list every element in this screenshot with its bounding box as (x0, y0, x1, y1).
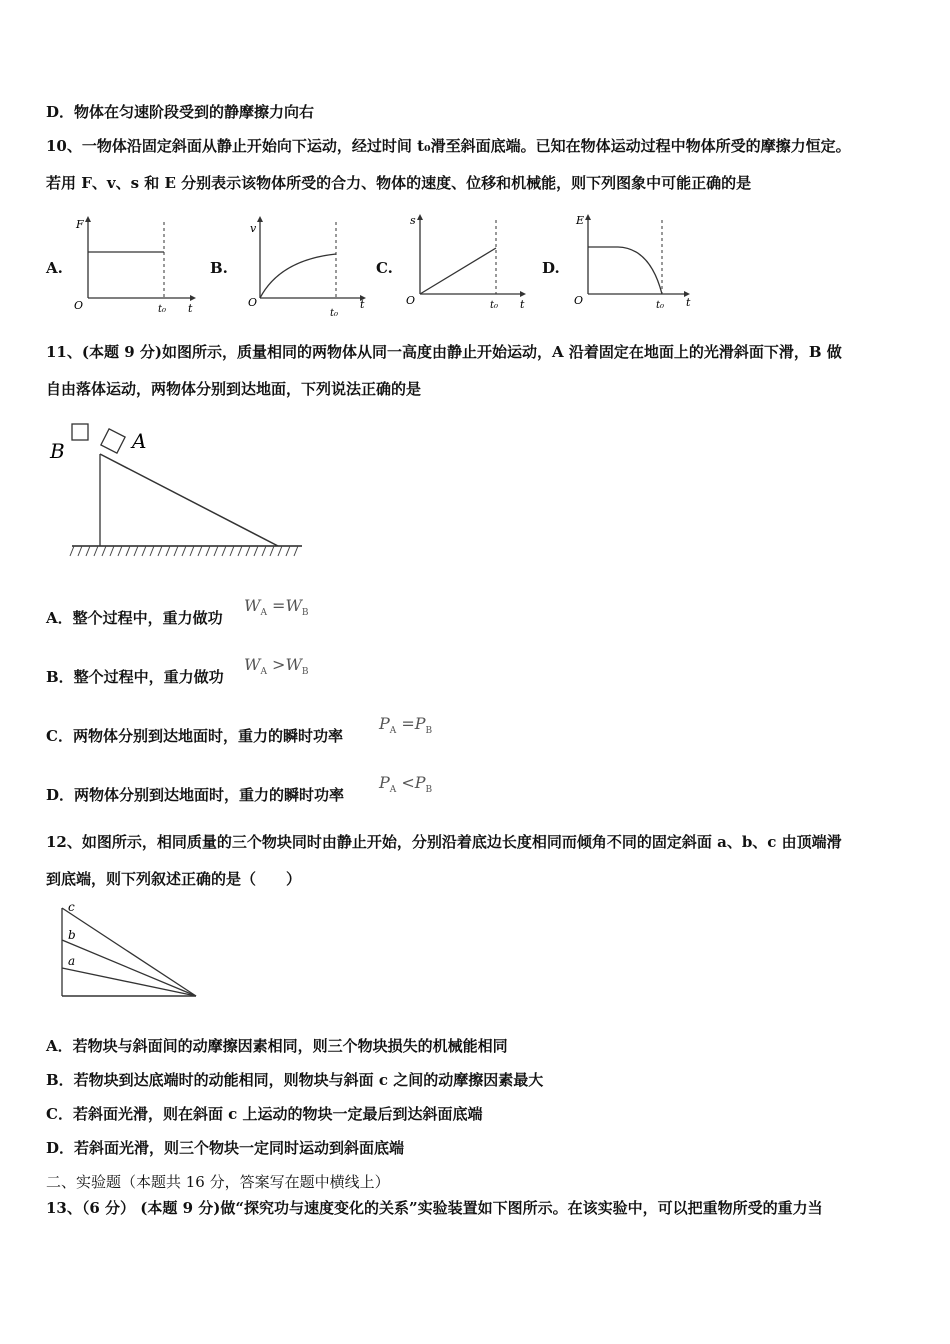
q11-option-a: A．整个过程中，重力做功 (46, 609, 223, 627)
q11-option-a-math: $W_A =W_B$ (244, 596, 309, 619)
q11-option-b: B．整个过程中，重力做功 (46, 668, 224, 686)
q10-graph-d-label: D. (542, 259, 560, 277)
q12-option-c: C．若斜面光滑，则在斜面 c 上运动的物块一定最后到达斜面底端 (46, 1105, 483, 1123)
q10-text-line2: 若用 F、v、s 和 E 分别表示该物体所受的合力、物体的速度、位移和机械能，则下列图象中可能正确的是 (46, 174, 752, 192)
q11-option-c: C．两物体分别到达地面时，重力的瞬时功率 (46, 727, 343, 745)
q12-text-line1: 12、如图所示，相同质量的三个物块同时由静止开始，分别沿着底边长度相同而倾角不同的固定斜面 a、b、c 由顶端滑 (46, 833, 842, 851)
origin-label: O (574, 294, 584, 307)
q9-option-d: D．物体在匀速阶段受到的静摩擦力向右 (46, 103, 315, 121)
incline-c-label: c (68, 900, 75, 914)
axis-label-t: t (188, 302, 193, 315)
incline-b-label: b (68, 928, 76, 942)
q11-text-line2: 自由落体运动，两物体分别到达地面，下列说法正确的是 (46, 380, 422, 398)
q10-graph-b-label: B. (210, 259, 228, 277)
q10-graph-d (572, 212, 702, 317)
q11-text-line1: 11、(本题 9 分)如图所示，质量相同的两物体从同一高度由静止开始运动，A 沿着固定在地面上的光滑斜面下滑，B 做 (46, 343, 842, 361)
origin-label: O (74, 299, 84, 312)
q10-graph-c (404, 212, 534, 317)
axis-label-s: s (410, 214, 416, 227)
q11-option-b-math: $W_A >W_B$ (244, 655, 309, 678)
origin-label: O (406, 294, 416, 307)
axis-label-v: v (250, 222, 257, 235)
q10-graph-a-label: A. (46, 259, 63, 277)
t0-label: t₀ (490, 300, 499, 311)
incline-a-label: a (68, 954, 76, 968)
q10-graph-a (70, 212, 200, 317)
t0-label: t₀ (656, 300, 665, 311)
q12-option-b: B．若物块到达底端时的动能相同，则物块与斜面 c 之间的动摩擦因素最大 (46, 1071, 544, 1089)
q13-text-line1: 13、（6 分） (本题 9 分)做“探究功与速度变化的关系”实验装置如下图所示。在该实验中，可以把重物所受的重力当 (46, 1199, 823, 1217)
origin-label: O (248, 296, 258, 309)
t0-label: t₀ (158, 304, 167, 315)
q12-text-line2: 到底端，则下列叙述正确的是（ ） (46, 870, 302, 888)
axis-label-t: t (520, 298, 525, 311)
q11-option-c-math: $P_A =P_B$ (379, 714, 433, 737)
section-2-heading: 二、实验题（本题共 16 分，答案写在题中横线上） (46, 1173, 390, 1191)
q11-figure (46, 418, 306, 568)
block-b-label: B (50, 439, 65, 463)
q10-text-line1: 10、一物体沿固定斜面从静止开始向下运动，经过时间 t₀滑至斜面底端。已知在物体运动过程中物体所受的摩擦力恒定。 (46, 137, 851, 155)
q11-option-d: D．两物体分别到达地面时，重力的瞬时功率 (46, 786, 345, 804)
q12-option-d: D．若斜面光滑，则三个物块一定同时运动到斜面底端 (46, 1139, 405, 1157)
q10-graph-c-label: C. (376, 259, 393, 277)
axis-label-t: t (686, 296, 691, 309)
q11-option-d-math: $P_A <P_B$ (379, 773, 433, 796)
axis-label-e: E (576, 214, 585, 227)
block-a-label: A (132, 429, 147, 453)
axis-label-f: F (76, 218, 84, 231)
axis-label-t: t (360, 298, 365, 311)
t0-label: t₀ (330, 308, 339, 319)
q12-figure (56, 900, 206, 1004)
q10-graph-b (240, 212, 370, 320)
q12-option-a: A．若物块与斜面间的动摩擦因素相同，则三个物块损失的机械能相同 (46, 1037, 508, 1055)
